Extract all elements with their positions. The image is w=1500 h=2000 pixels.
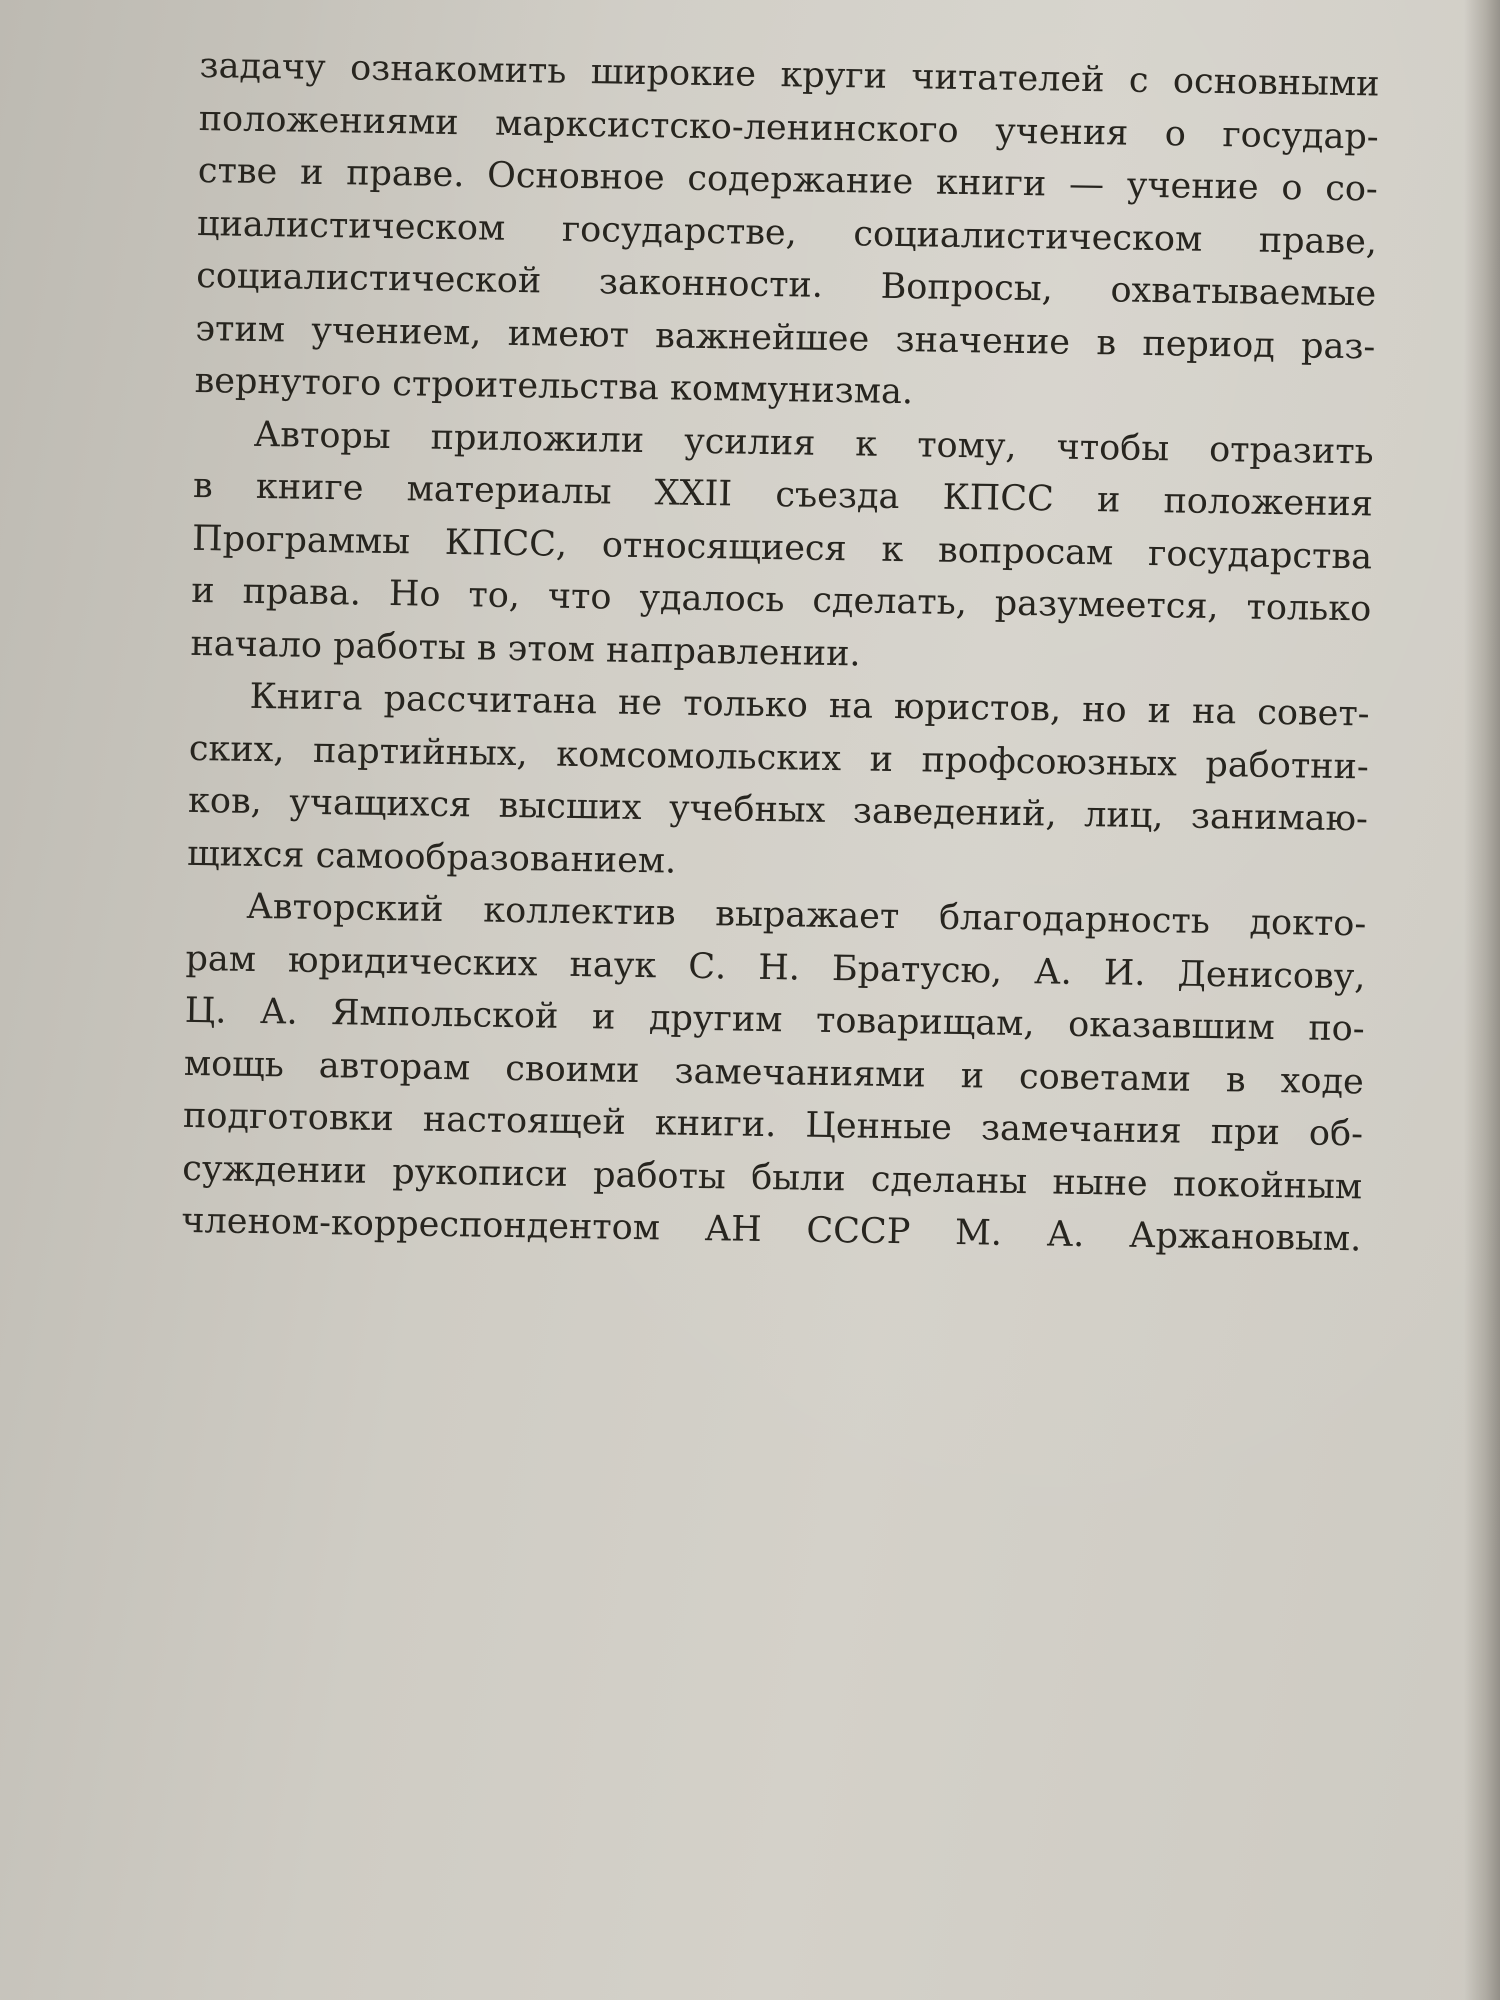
text-line: вернутого строительства коммунизма. (194, 360, 914, 413)
page-edge-shadow (1464, 0, 1500, 2000)
text-line: этим учением, имеют важнейшее значение в период раз- (195, 308, 1376, 367)
text-line: ских, партийных, комсомольских и профсоюзных работни- (188, 728, 1370, 787)
text-line: мощь авторам своими замечаниями и советами в ходе (183, 1043, 1365, 1102)
text-line: суждении рукописи работы были сделаны ныне покойным (181, 1148, 1363, 1207)
page-text (181, 40, 1380, 1266)
text-line: начало работы в этом направлении. (190, 623, 861, 674)
text-line: подготовки настоящей книги. Ценные замечания при об- (182, 1095, 1364, 1155)
paragraph-1 (194, 40, 1380, 426)
text-line: в книге материалы XXII съезда КПСС и положения (192, 465, 1374, 525)
text-line: Программы КПСС, относящиеся к вопросам государства (191, 518, 1373, 577)
text-line: членом-корреспондентом АН СССР М. А. Аржановым. (181, 1200, 1362, 1260)
text-line: Авторы приложили усилия к тому, чтобы отразить (253, 414, 1374, 472)
text-line: задачу ознакомить широкие круги читателей с основными (199, 45, 1380, 105)
text-line: щихся самообразованием. (186, 833, 677, 882)
paragraph-3 (187, 670, 1370, 899)
text-line: циалистическом государстве, социалистическом праве, (196, 203, 1378, 263)
text-line: Авторский коллектив выражает благодарность докто- (246, 886, 1367, 945)
text-line: положениями марксистско-ленинского учения о государ- (198, 98, 1379, 158)
paragraph-2 (190, 407, 1374, 688)
text-line: стве и праве. Основное содержание книги — учение о со- (197, 150, 1379, 210)
text-line: Ц. А. Ямпольской и другим товарищам, оказавшим по- (184, 990, 1365, 1050)
text-line: ков, учащихся высших учебных заведений, лиц, занимаю- (187, 780, 1369, 840)
text-line: социалистической законности. Вопросы, охватываемые (195, 255, 1377, 315)
text-line: рам юридических наук С. Н. Братусю, А. И. Денисову, (185, 938, 1366, 997)
text-line: Книга рассчитана не только на юристов, но и на совет- (249, 676, 1370, 735)
paragraph-4 (181, 880, 1367, 1266)
text-line: и права. Но то, что удалось сделать, разумеется, только (191, 570, 1372, 630)
